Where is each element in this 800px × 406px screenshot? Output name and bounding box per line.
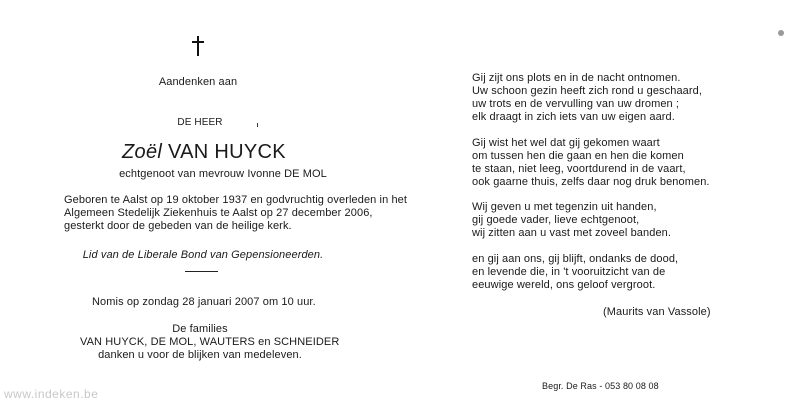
honorific: DE HEER bbox=[177, 117, 223, 128]
poem-line: eeuwige wereld, ons geloof vergroot. bbox=[472, 279, 656, 291]
born-died-line-3: gesterkt door de gebeden van de heilige kerk. bbox=[64, 220, 292, 232]
deceased-family-name: VAN HUYCK bbox=[167, 141, 286, 163]
poem-line: Uw schoon gezin heeft zich rond u geschaard, bbox=[472, 85, 703, 97]
poem-line: Gij zijt ons plots en in de nacht ontnomen. bbox=[472, 72, 681, 84]
spouse-line: echtgenoot van mevrouw Ivonne DE MOL bbox=[119, 168, 327, 180]
deceased-name bbox=[122, 141, 286, 163]
poem-line: ook gaarne thuis, zelfs daar nog druk benomen. bbox=[472, 176, 710, 188]
divider bbox=[185, 271, 218, 272]
families-names: VAN HUYCK, DE MOL, WAUTERS en SCHNEIDER bbox=[80, 336, 340, 348]
cross-icon bbox=[192, 36, 204, 56]
membership-line: Lid van de Liberale Bond van Gepensioneerden. bbox=[82, 249, 324, 261]
corner-mark bbox=[778, 30, 784, 36]
deceased-given-name: Zoël bbox=[122, 141, 163, 163]
thanks-line: danken u voor de blijken van medeleven. bbox=[98, 349, 302, 361]
born-died-line-1: Geboren te Aalst op 19 oktober 1937 en godvruchtig overleden in het bbox=[64, 194, 408, 206]
poem-line: wij zitten aan u vast met zoveel banden. bbox=[472, 227, 672, 239]
watermark: www.indeken.be bbox=[4, 387, 99, 401]
poem-line: Wij geven u met tegenzin uit handen, bbox=[472, 201, 657, 213]
memento-label: Aandenken aan bbox=[158, 76, 238, 88]
poem-line: elk draagt in zich iets van uw eigen aard. bbox=[472, 111, 675, 123]
undertaker-line: Begr. De Ras - 053 80 08 08 bbox=[542, 381, 659, 391]
poem-line: te staan, niet leeg, voortdurend in de vaart, bbox=[472, 163, 686, 175]
poem-line: om tussen hen die gaan en hen die komen bbox=[472, 150, 684, 162]
poem-line: en gij aan ons, gij blijft, ondanks de dood, bbox=[472, 253, 679, 265]
poem-author: (Maurits van Vassole) bbox=[603, 306, 711, 318]
poem-line: en levende die, in 't vooruitzicht van de bbox=[472, 266, 666, 278]
poem-line: uw trots en de vervulling van uw dromen ; bbox=[472, 98, 680, 110]
poem-line: Gij wist het wel dat gij gekomen waart bbox=[472, 137, 660, 149]
service-line: Nomis op zondag 28 januari 2007 om 10 uur. bbox=[92, 296, 316, 308]
families-label: De families bbox=[172, 323, 228, 335]
poem-line: gij goede vader, lieve echtgenoot, bbox=[472, 214, 640, 226]
decorative-tick bbox=[257, 123, 258, 127]
born-died-line-2: Algemeen Stedelijk Ziekenhuis te Aalst op 27 december 2006, bbox=[64, 207, 373, 219]
